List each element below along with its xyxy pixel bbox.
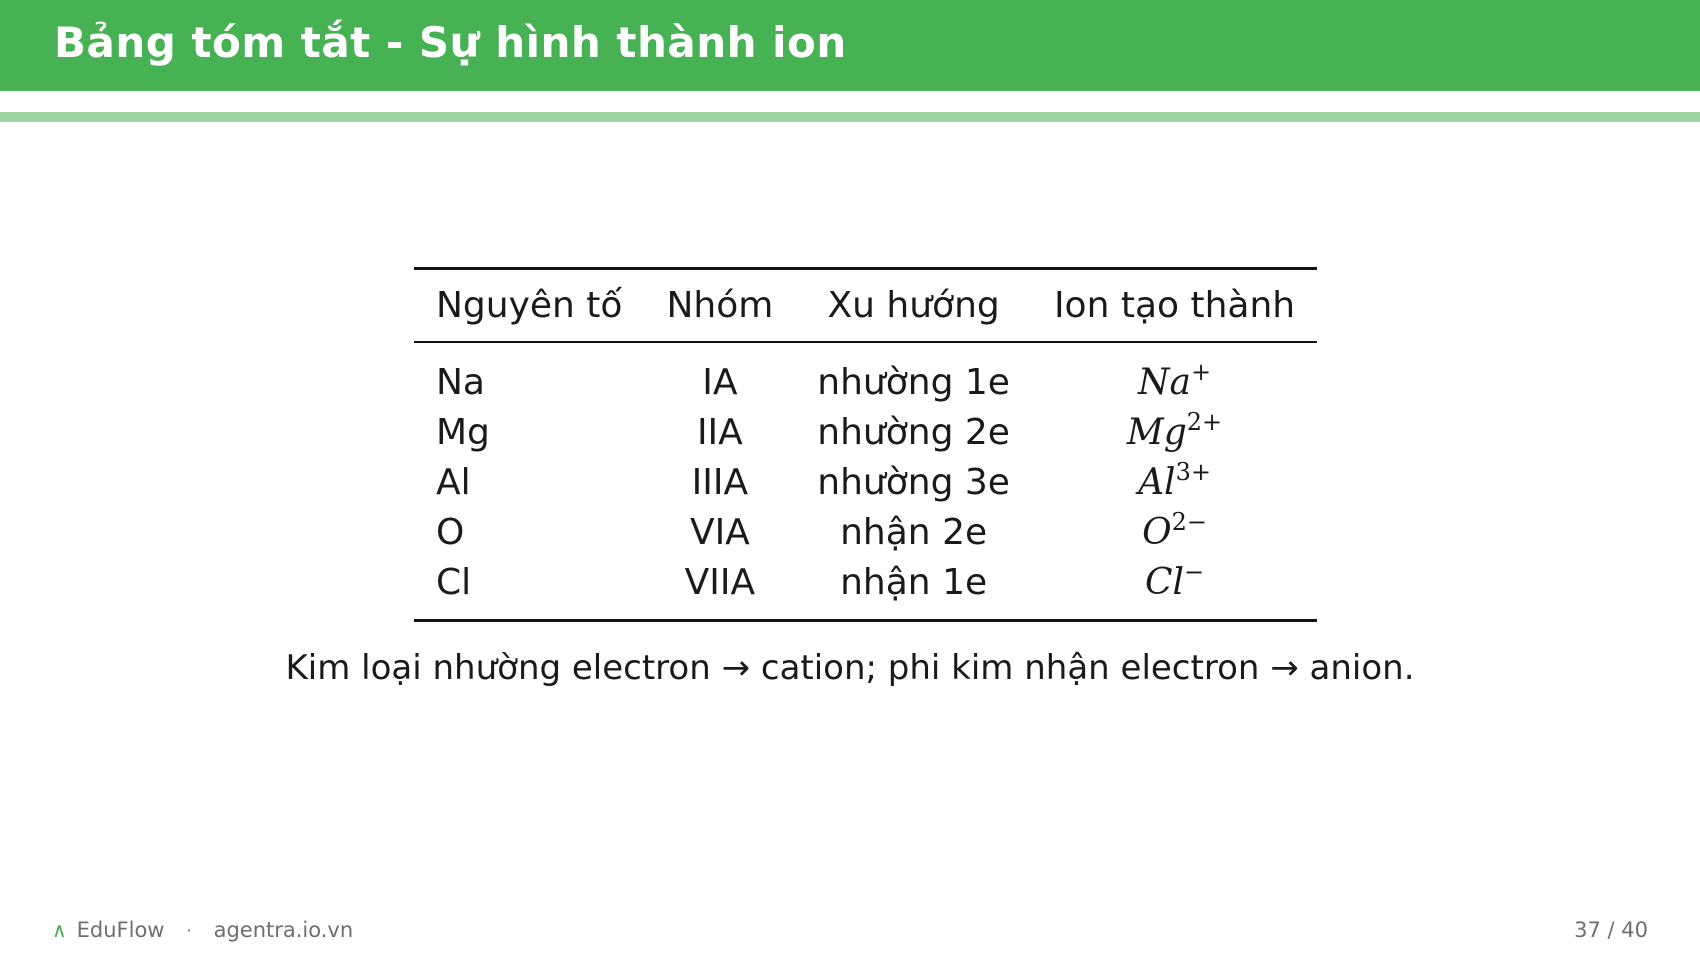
cell-element: Cl: [436, 561, 472, 603]
cell-group: IA: [702, 361, 738, 403]
cell-tendency: nhận 2e: [840, 511, 988, 553]
ion-summary-table: [414, 267, 1317, 622]
footer: [52, 918, 353, 942]
header-group: Nhóm: [666, 285, 774, 326]
ion-base: Al: [1138, 461, 1176, 503]
ion-base: O: [1142, 511, 1172, 553]
cell-group: IIIA: [691, 461, 749, 503]
table-row: [414, 407, 1317, 457]
cell-ion: [1032, 457, 1317, 507]
header-tendency: Xu hướng: [827, 285, 1000, 326]
cell-group: VIIA: [684, 561, 756, 603]
ion-formula: [1137, 357, 1212, 403]
cell-tendency: nhường 1e: [817, 361, 1010, 403]
cell-tendency: nhường 3e: [817, 461, 1010, 503]
title-underline: [0, 112, 1700, 122]
cell-group: IIA: [696, 411, 743, 453]
table-row: [414, 507, 1317, 557]
ion-base: Cl: [1144, 561, 1184, 603]
header-ion: Ion tạo thành: [1053, 285, 1296, 326]
ion-charge: 2+: [1186, 407, 1223, 436]
cell-ion: [1032, 507, 1317, 557]
table-row: [414, 342, 1317, 407]
table-row: [414, 557, 1317, 621]
cell-ion: [1032, 557, 1317, 621]
caret-logo-icon: ∧: [52, 918, 67, 942]
ion-charge: 2−: [1171, 507, 1207, 536]
table-row: [414, 457, 1317, 507]
cell-element: Al: [436, 461, 471, 503]
cell-ion: [1032, 342, 1317, 407]
ion-formula: [1138, 457, 1211, 503]
ion-base: Mg: [1126, 411, 1187, 453]
cell-element: Mg: [436, 411, 490, 453]
cell-element: O: [436, 511, 465, 553]
ion-charge: 3+: [1175, 457, 1211, 486]
footer-separator: ·: [186, 920, 192, 940]
summary-note: Kim loại nhường electron → cation; phi kim nhận electron → anion.: [285, 648, 1415, 688]
footer-site-link[interactable]: agentra.io.vn: [213, 918, 354, 942]
ion-charge: −: [1184, 557, 1205, 586]
page-number: 37 / 40: [1574, 918, 1648, 942]
ion-charge: +: [1190, 357, 1212, 386]
cell-element: Na: [436, 361, 485, 403]
header-element: Nguyên tố: [436, 285, 623, 326]
slide-title: Bảng tóm tắt - Sự hình thành ion: [54, 18, 847, 67]
table-header-row: [414, 269, 1317, 343]
cell-tendency: nhận 1e: [840, 561, 988, 603]
ion-formula: [1142, 507, 1207, 553]
cell-tendency: nhường 2e: [817, 411, 1010, 453]
ion-formula: [1126, 407, 1223, 453]
ion-base: Na: [1137, 361, 1191, 403]
cell-ion: [1032, 407, 1317, 457]
title-bar: [0, 0, 1700, 91]
footer-brand: EduFlow: [76, 918, 165, 942]
ion-formula: [1144, 557, 1205, 603]
cell-group: VIA: [689, 511, 750, 553]
